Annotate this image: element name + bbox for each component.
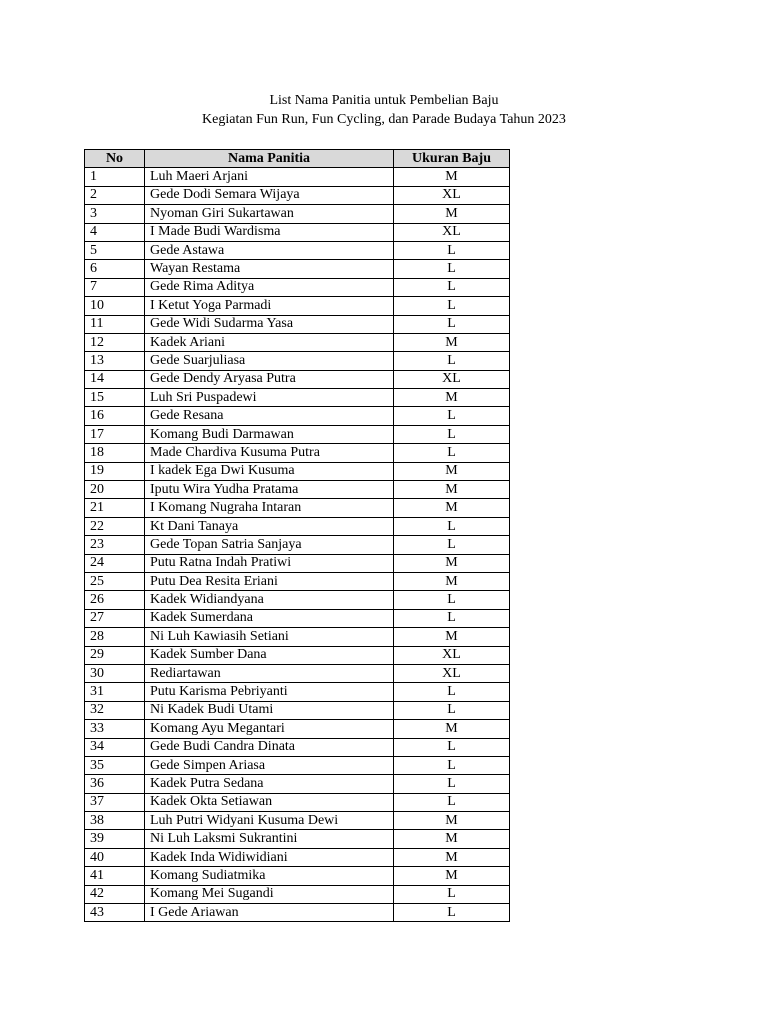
- cell-name: Rediartawan: [145, 664, 394, 682]
- cell-name: I Made Budi Wardisma: [145, 223, 394, 241]
- cell-name: Gede Dodi Semara Wijaya: [145, 186, 394, 204]
- column-header-name: Nama Panitia: [145, 150, 394, 168]
- committee-table: [84, 149, 510, 922]
- cell-name: Nyoman Giri Sukartawan: [145, 205, 394, 223]
- cell-no: 25: [85, 572, 145, 590]
- table-body: [85, 168, 510, 922]
- cell-name: Kadek Widiandyana: [145, 591, 394, 609]
- cell-size: L: [394, 536, 510, 554]
- cell-no: 10: [85, 297, 145, 315]
- table-row: [85, 517, 510, 535]
- cell-size: L: [394, 241, 510, 259]
- table-row: [85, 389, 510, 407]
- table-row: [85, 720, 510, 738]
- column-header-no: No: [85, 150, 145, 168]
- cell-size: M: [394, 830, 510, 848]
- cell-size: XL: [394, 664, 510, 682]
- table-row: [85, 241, 510, 259]
- cell-name: Kadek Okta Setiawan: [145, 793, 394, 811]
- table-row: [85, 333, 510, 351]
- table-row: [85, 830, 510, 848]
- cell-name: Komang Ayu Megantari: [145, 720, 394, 738]
- cell-size: M: [394, 720, 510, 738]
- cell-no: 27: [85, 609, 145, 627]
- cell-name: Kadek Putra Sedana: [145, 775, 394, 793]
- table-row: [85, 646, 510, 664]
- table-row: [85, 205, 510, 223]
- table-row: [85, 664, 510, 682]
- cell-name: I Gede Ariawan: [145, 904, 394, 922]
- table-row: [85, 867, 510, 885]
- cell-size: M: [394, 499, 510, 517]
- cell-size: L: [394, 885, 510, 903]
- table-row: [85, 260, 510, 278]
- table-row: [85, 683, 510, 701]
- cell-name: I Ketut Yoga Parmadi: [145, 297, 394, 315]
- cell-size: M: [394, 554, 510, 572]
- table-row: [85, 609, 510, 627]
- cell-no: 1: [85, 168, 145, 186]
- cell-no: 36: [85, 775, 145, 793]
- document-subtitle: Kegiatan Fun Run, Fun Cycling, dan Parade Budaya Tahun 2023: [202, 112, 566, 127]
- cell-no: 3: [85, 205, 145, 223]
- cell-no: 41: [85, 867, 145, 885]
- cell-no: 4: [85, 223, 145, 241]
- cell-name: Gede Dendy Aryasa Putra: [145, 370, 394, 388]
- cell-size: M: [394, 481, 510, 499]
- table-row: [85, 536, 510, 554]
- cell-name: Putu Dea Resita Eriani: [145, 572, 394, 590]
- cell-no: 40: [85, 848, 145, 866]
- cell-no: 43: [85, 904, 145, 922]
- cell-size: L: [394, 775, 510, 793]
- cell-size: L: [394, 609, 510, 627]
- table-header-row: [85, 150, 510, 168]
- cell-size: L: [394, 683, 510, 701]
- table-row: [85, 370, 510, 388]
- cell-no: 35: [85, 756, 145, 774]
- cell-name: Luh Putri Widyani Kusuma Dewi: [145, 812, 394, 830]
- cell-no: 38: [85, 812, 145, 830]
- table-row: [85, 738, 510, 756]
- cell-no: 39: [85, 830, 145, 848]
- cell-no: 19: [85, 462, 145, 480]
- cell-size: L: [394, 278, 510, 296]
- cell-size: L: [394, 904, 510, 922]
- cell-no: 30: [85, 664, 145, 682]
- cell-size: L: [394, 260, 510, 278]
- table-row: [85, 775, 510, 793]
- table-row: [85, 701, 510, 719]
- cell-no: 20: [85, 481, 145, 499]
- cell-no: 17: [85, 425, 145, 443]
- cell-no: 22: [85, 517, 145, 535]
- cell-name: Gede Astawa: [145, 241, 394, 259]
- cell-size: M: [394, 572, 510, 590]
- cell-name: Kadek Sumerdana: [145, 609, 394, 627]
- cell-no: 29: [85, 646, 145, 664]
- cell-name: Putu Ratna Indah Pratiwi: [145, 554, 394, 572]
- table-row: [85, 168, 510, 186]
- cell-name: I Komang Nugraha Intaran: [145, 499, 394, 517]
- cell-name: Gede Widi Sudarma Yasa: [145, 315, 394, 333]
- cell-size: XL: [394, 223, 510, 241]
- cell-no: 21: [85, 499, 145, 517]
- cell-name: Kadek Inda Widiwidiani: [145, 848, 394, 866]
- table-row: [85, 591, 510, 609]
- cell-name: Gede Topan Satria Sanjaya: [145, 536, 394, 554]
- cell-no: 5: [85, 241, 145, 259]
- cell-size: L: [394, 315, 510, 333]
- cell-no: 14: [85, 370, 145, 388]
- cell-no: 32: [85, 701, 145, 719]
- cell-name: Gede Suarjuliasa: [145, 352, 394, 370]
- cell-name: Gede Budi Candra Dinata: [145, 738, 394, 756]
- cell-name: I kadek Ega Dwi Kusuma: [145, 462, 394, 480]
- cell-name: Ni Kadek Budi Utami: [145, 701, 394, 719]
- cell-name: Luh Sri Puspadewi: [145, 389, 394, 407]
- table-row: [85, 223, 510, 241]
- cell-no: 26: [85, 591, 145, 609]
- cell-name: Ni Luh Kawiasih Setiani: [145, 628, 394, 646]
- cell-name: Made Chardiva Kusuma Putra: [145, 444, 394, 462]
- cell-size: L: [394, 352, 510, 370]
- cell-size: M: [394, 333, 510, 351]
- table-row: [85, 628, 510, 646]
- table-row: [85, 554, 510, 572]
- cell-name: Kt Dani Tanaya: [145, 517, 394, 535]
- table-row: [85, 499, 510, 517]
- table-row: [85, 297, 510, 315]
- table-row: [85, 352, 510, 370]
- cell-name: Ni Luh Laksmi Sukrantini: [145, 830, 394, 848]
- cell-name: Komang Mei Sugandi: [145, 885, 394, 903]
- cell-no: 42: [85, 885, 145, 903]
- cell-no: 6: [85, 260, 145, 278]
- cell-size: M: [394, 462, 510, 480]
- cell-no: 18: [85, 444, 145, 462]
- cell-no: 24: [85, 554, 145, 572]
- cell-size: L: [394, 425, 510, 443]
- table-row: [85, 315, 510, 333]
- cell-no: 28: [85, 628, 145, 646]
- cell-name: Kadek Ariani: [145, 333, 394, 351]
- table-row: [85, 186, 510, 204]
- cell-size: L: [394, 701, 510, 719]
- table-row: [85, 812, 510, 830]
- cell-size: L: [394, 591, 510, 609]
- cell-name: Gede Simpen Ariasa: [145, 756, 394, 774]
- cell-no: 16: [85, 407, 145, 425]
- cell-size: XL: [394, 370, 510, 388]
- cell-size: L: [394, 517, 510, 535]
- table-row: [85, 756, 510, 774]
- cell-name: Luh Maeri Arjani: [145, 168, 394, 186]
- table-row: [85, 278, 510, 296]
- table-row: [85, 572, 510, 590]
- cell-name: Iputu Wira Yudha Pratama: [145, 481, 394, 499]
- table-row: [85, 848, 510, 866]
- cell-no: 37: [85, 793, 145, 811]
- table-row: [85, 425, 510, 443]
- cell-no: 2: [85, 186, 145, 204]
- document-title: List Nama Panitia untuk Pembelian Baju: [269, 93, 499, 108]
- cell-size: L: [394, 407, 510, 425]
- table-row: [85, 885, 510, 903]
- cell-name: Komang Sudiatmika: [145, 867, 394, 885]
- table-row: [85, 462, 510, 480]
- column-header-size: Ukuran Baju: [394, 150, 510, 168]
- cell-name: Gede Resana: [145, 407, 394, 425]
- cell-size: L: [394, 738, 510, 756]
- table-row: [85, 407, 510, 425]
- cell-size: M: [394, 867, 510, 885]
- cell-size: M: [394, 848, 510, 866]
- cell-no: 33: [85, 720, 145, 738]
- cell-size: M: [394, 812, 510, 830]
- cell-no: 12: [85, 333, 145, 351]
- cell-name: Gede Rima Aditya: [145, 278, 394, 296]
- cell-size: M: [394, 389, 510, 407]
- cell-size: L: [394, 444, 510, 462]
- table-row: [85, 793, 510, 811]
- cell-size: M: [394, 205, 510, 223]
- cell-size: L: [394, 756, 510, 774]
- cell-name: Wayan Restama: [145, 260, 394, 278]
- cell-no: 7: [85, 278, 145, 296]
- table-row: [85, 444, 510, 462]
- cell-no: 34: [85, 738, 145, 756]
- cell-name: Putu Karisma Pebriyanti: [145, 683, 394, 701]
- cell-no: 23: [85, 536, 145, 554]
- table-row: [85, 481, 510, 499]
- cell-size: L: [394, 297, 510, 315]
- table-row: [85, 904, 510, 922]
- cell-no: 11: [85, 315, 145, 333]
- cell-size: M: [394, 628, 510, 646]
- cell-size: XL: [394, 186, 510, 204]
- cell-no: 13: [85, 352, 145, 370]
- cell-size: XL: [394, 646, 510, 664]
- cell-no: 15: [85, 389, 145, 407]
- cell-name: Komang Budi Darmawan: [145, 425, 394, 443]
- cell-name: Kadek Sumber Dana: [145, 646, 394, 664]
- cell-size: L: [394, 793, 510, 811]
- cell-size: M: [394, 168, 510, 186]
- cell-no: 31: [85, 683, 145, 701]
